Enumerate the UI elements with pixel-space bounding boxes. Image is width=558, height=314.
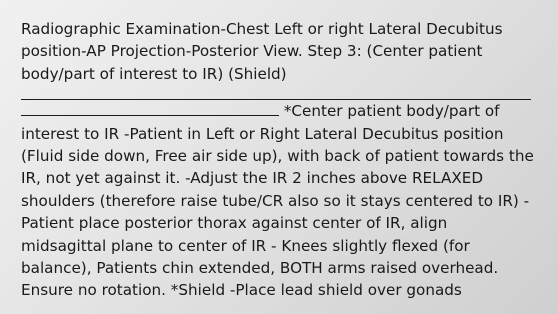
answer-paragraph — [21, 100, 537, 302]
question-prompt: Radiographic Examination-Chest Left or right Lateral Decubitus position-AP Projection-Posterior View. Step 3: (Center patient body/part of interest to IR) (Shield) — [21, 20, 508, 83]
answer-text: *Center patient body/part of interest to IR -Patient in Left or Right Lateral Decubitus position (Fluid side down, Free air side up), with back of patient towards the IR, not yet against it. -Adjust the IR 2 inches above RELAXED shoulders (therefore raise tube/CR also so it stays centered to IR) -Patient place posterior thorax against center of IR, align midsagittal plane to center of IR - Knees slightly flexed (for balance), Patients chin extended, BOTH arms raised overhead. Ensure no rotation. *Shield -Place lead shield over gonads — [21, 102, 539, 300]
answer-blank-line — [21, 85, 531, 100]
answer-blank-line-short — [21, 101, 279, 116]
flashcard — [21, 18, 537, 302]
